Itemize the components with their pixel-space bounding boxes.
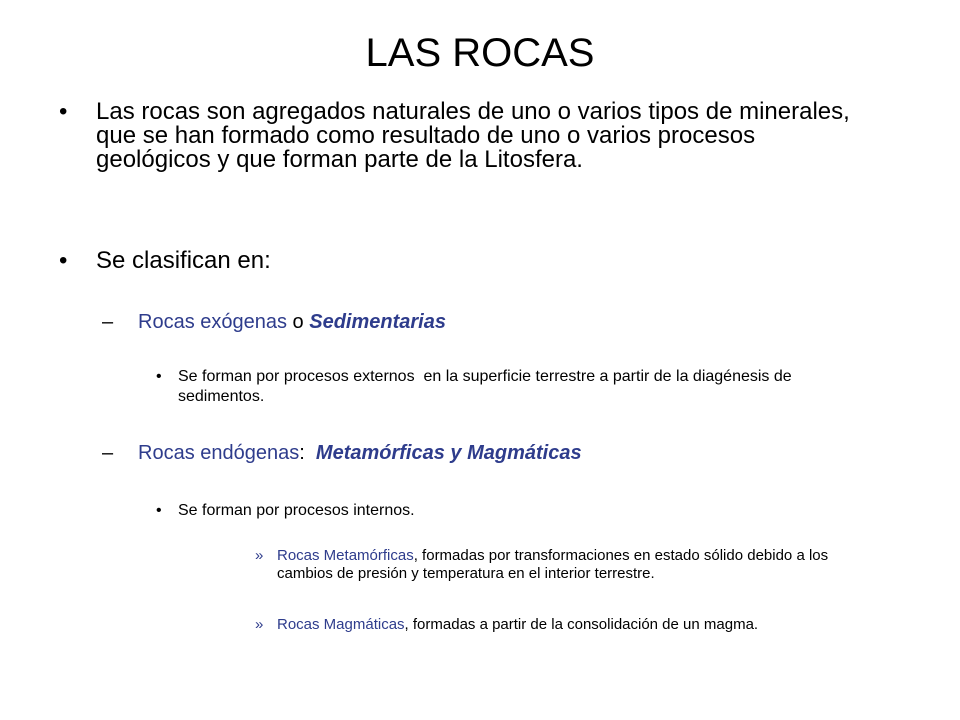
bullet-marker: • xyxy=(59,247,68,274)
dash-marker: – xyxy=(102,442,114,464)
endogenous-emphasis: Metamórficas y Magmáticas xyxy=(315,442,582,464)
endogenous-connector: : xyxy=(299,442,316,464)
chevron-marker: » xyxy=(255,616,264,633)
bullet-marker: • xyxy=(59,98,68,125)
slide-title: LAS ROCAS xyxy=(365,31,595,75)
exogenous-emphasis: Sedimentarias xyxy=(309,311,446,333)
magmatic-name: Rocas Magmáticas xyxy=(277,616,405,633)
bullet-marker: • xyxy=(156,368,162,385)
bullet-classify xyxy=(59,247,856,274)
bullet-metamorphic xyxy=(255,547,887,583)
exogenous-label: Rocas exógenas xyxy=(138,311,287,333)
bullet-definition xyxy=(59,98,856,173)
exogenous-connector: o xyxy=(286,311,310,333)
bullet-endogenous xyxy=(102,441,858,465)
metamorphic-name: Rocas Metamórficas xyxy=(277,547,414,564)
dash-marker: – xyxy=(102,311,114,333)
exogenous-detail-text: Se forman por procesos externos en la superficie terrestre a partir de la diagénesis de sedimentos. xyxy=(178,368,797,405)
magmatic-text: , formadas a partir de la consolidación de un magma. xyxy=(404,616,759,633)
chevron-marker: » xyxy=(255,547,264,564)
bullet-marker: • xyxy=(156,502,162,519)
bullet-endogenous-detail xyxy=(156,501,878,521)
bullet-magmatic xyxy=(255,616,917,634)
bullet-exogenous-detail xyxy=(156,367,878,407)
definition-text: Las rocas son agregados naturales de uno o varios tipos de minerales, que se han formado como resultado de uno o varios procesos geológicos y que forman parte de la Litosfera. xyxy=(96,98,850,173)
classify-text: Se clasifican en: xyxy=(96,247,271,274)
metamorphic-text: , formadas por transformaciones en estado sólido debido a los cambios de presión y temperatura en el interior terrestre. xyxy=(277,547,829,582)
endogenous-label: Rocas endógenas xyxy=(138,442,300,464)
bullet-exogenous xyxy=(102,310,858,334)
endogenous-detail-text: Se forman por procesos internos. xyxy=(178,502,415,519)
